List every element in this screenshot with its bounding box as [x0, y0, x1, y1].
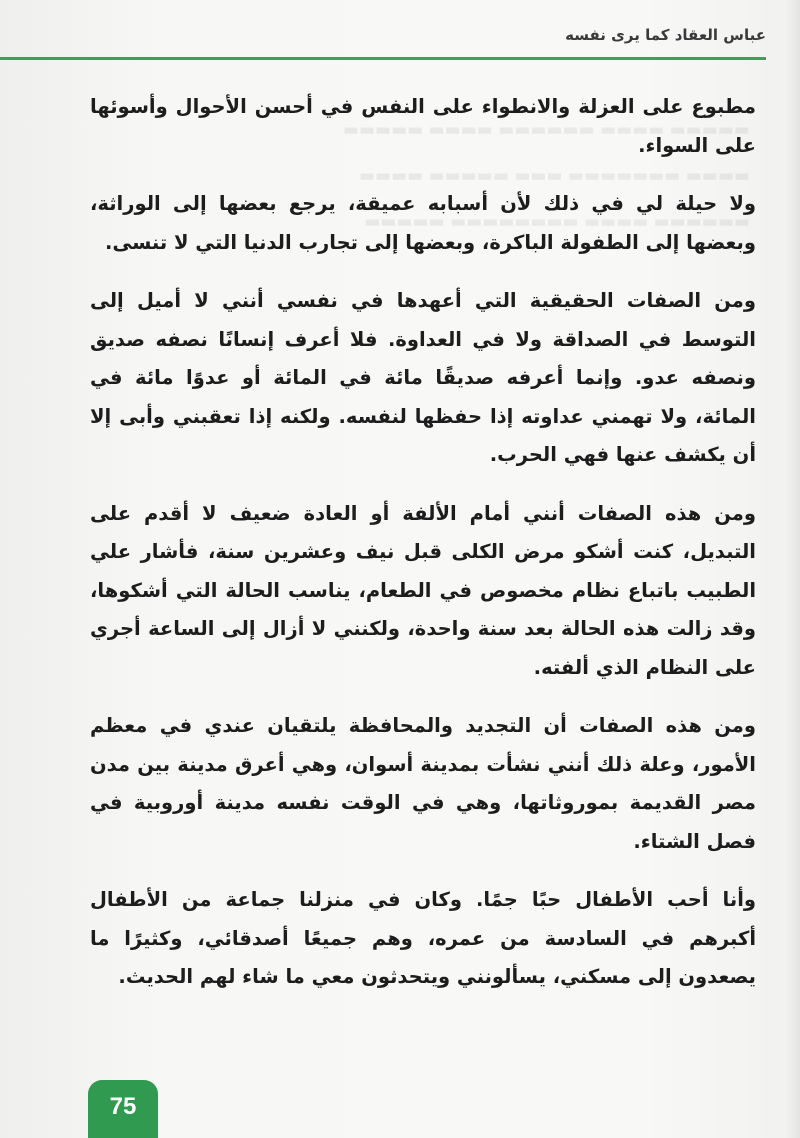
- paragraph: ومن هذه الصفات أنني أمام الألفة أو العادة ضعيف لا أقدم على التبديل، كنت أشكو مرض الكلى قبل نيف وعشرين سنة، فأشار علي الطبيب باتباع نظام مخصوص في الطعام، يناسب الحالة التي أشكوها، وقد زالت هذه الحالة بعد سنة واحدة، ولكنني لا أزال إلى الساعة أجري على النظام الذي ألفته.: [90, 501, 756, 679]
- page-edge-shadow: [786, 0, 800, 1138]
- body-text: [90, 88, 756, 1017]
- paragraph: وأنا أحب الأطفال حبًا جمًا. وكان في منزلنا جماعة من الأطفال أكبرهم في السادسة من عمره، وهم جميعًا أصدقائي، وكثيرًا ما يصعدون إلى مسكني، يسألونني ويتحدثون معي ما شاء لهم الحديث.: [90, 888, 756, 988]
- header-rule: [0, 57, 766, 60]
- running-header: عباس العقاد كما يرى نفسه: [565, 26, 766, 44]
- paragraph: ولا حيلة لي في ذلك لأن أسبابه عميقة، يرجع بعضها إلى الوراثة، وبعضها إلى الطفولة الباكرة، وبعضها إلى تجارب الدنيا التي لا تنسى.: [90, 192, 756, 254]
- paragraph: ومن هذه الصفات أن التجديد والمحافظة يلتقيان عندي في معظم الأمور، وعلة ذلك أنني نشأت بمدينة أسوان، وهي أعرق مدينة بين مدن مصر القديمة بموروثاتها، وهي في الوقت نفسه مدينة أوروبية في فصل الشتاء.: [90, 714, 756, 853]
- show-through-background: ▬▬▬▬▬ ▬▬▬▬ ▬▬▬▬▬▬ ▬▬▬▬ ▬▬▬▬▬ ▬▬▬▬ ▬▬▬▬▬▬▬ ▬▬▬ ▬▬▬▬▬ ▬▬▬▬ ▬▬▬▬▬▬ ▬▬▬▬ ▬▬▬▬▬▬▬▬ ▬▬▬▬▬: [342, 120, 750, 232]
- page-number: 75: [109, 1093, 137, 1120]
- page-number-badge: [88, 1080, 158, 1138]
- paragraph: مطبوع على العزلة والانطواء على النفس في أحسن الأحوال وأسوئها على السواء.: [90, 95, 756, 157]
- paragraph: ومن الصفات الحقيقية التي أعهدها في نفسي أنني لا أميل إلى التوسط في الصداقة ولا في العداوة. فلا أعرف إنسانًا نصفه صديق ونصفه عدو. وإنما أعرفه صديقًا مائة في المائة أو عدوًا مائة في المائة، ولا تهمني عداوته إذا حفظها لنفسه. ولكنه إذا تعقبني وأبى إلا أن يكشف عنها فهي الحرب.: [90, 289, 756, 466]
